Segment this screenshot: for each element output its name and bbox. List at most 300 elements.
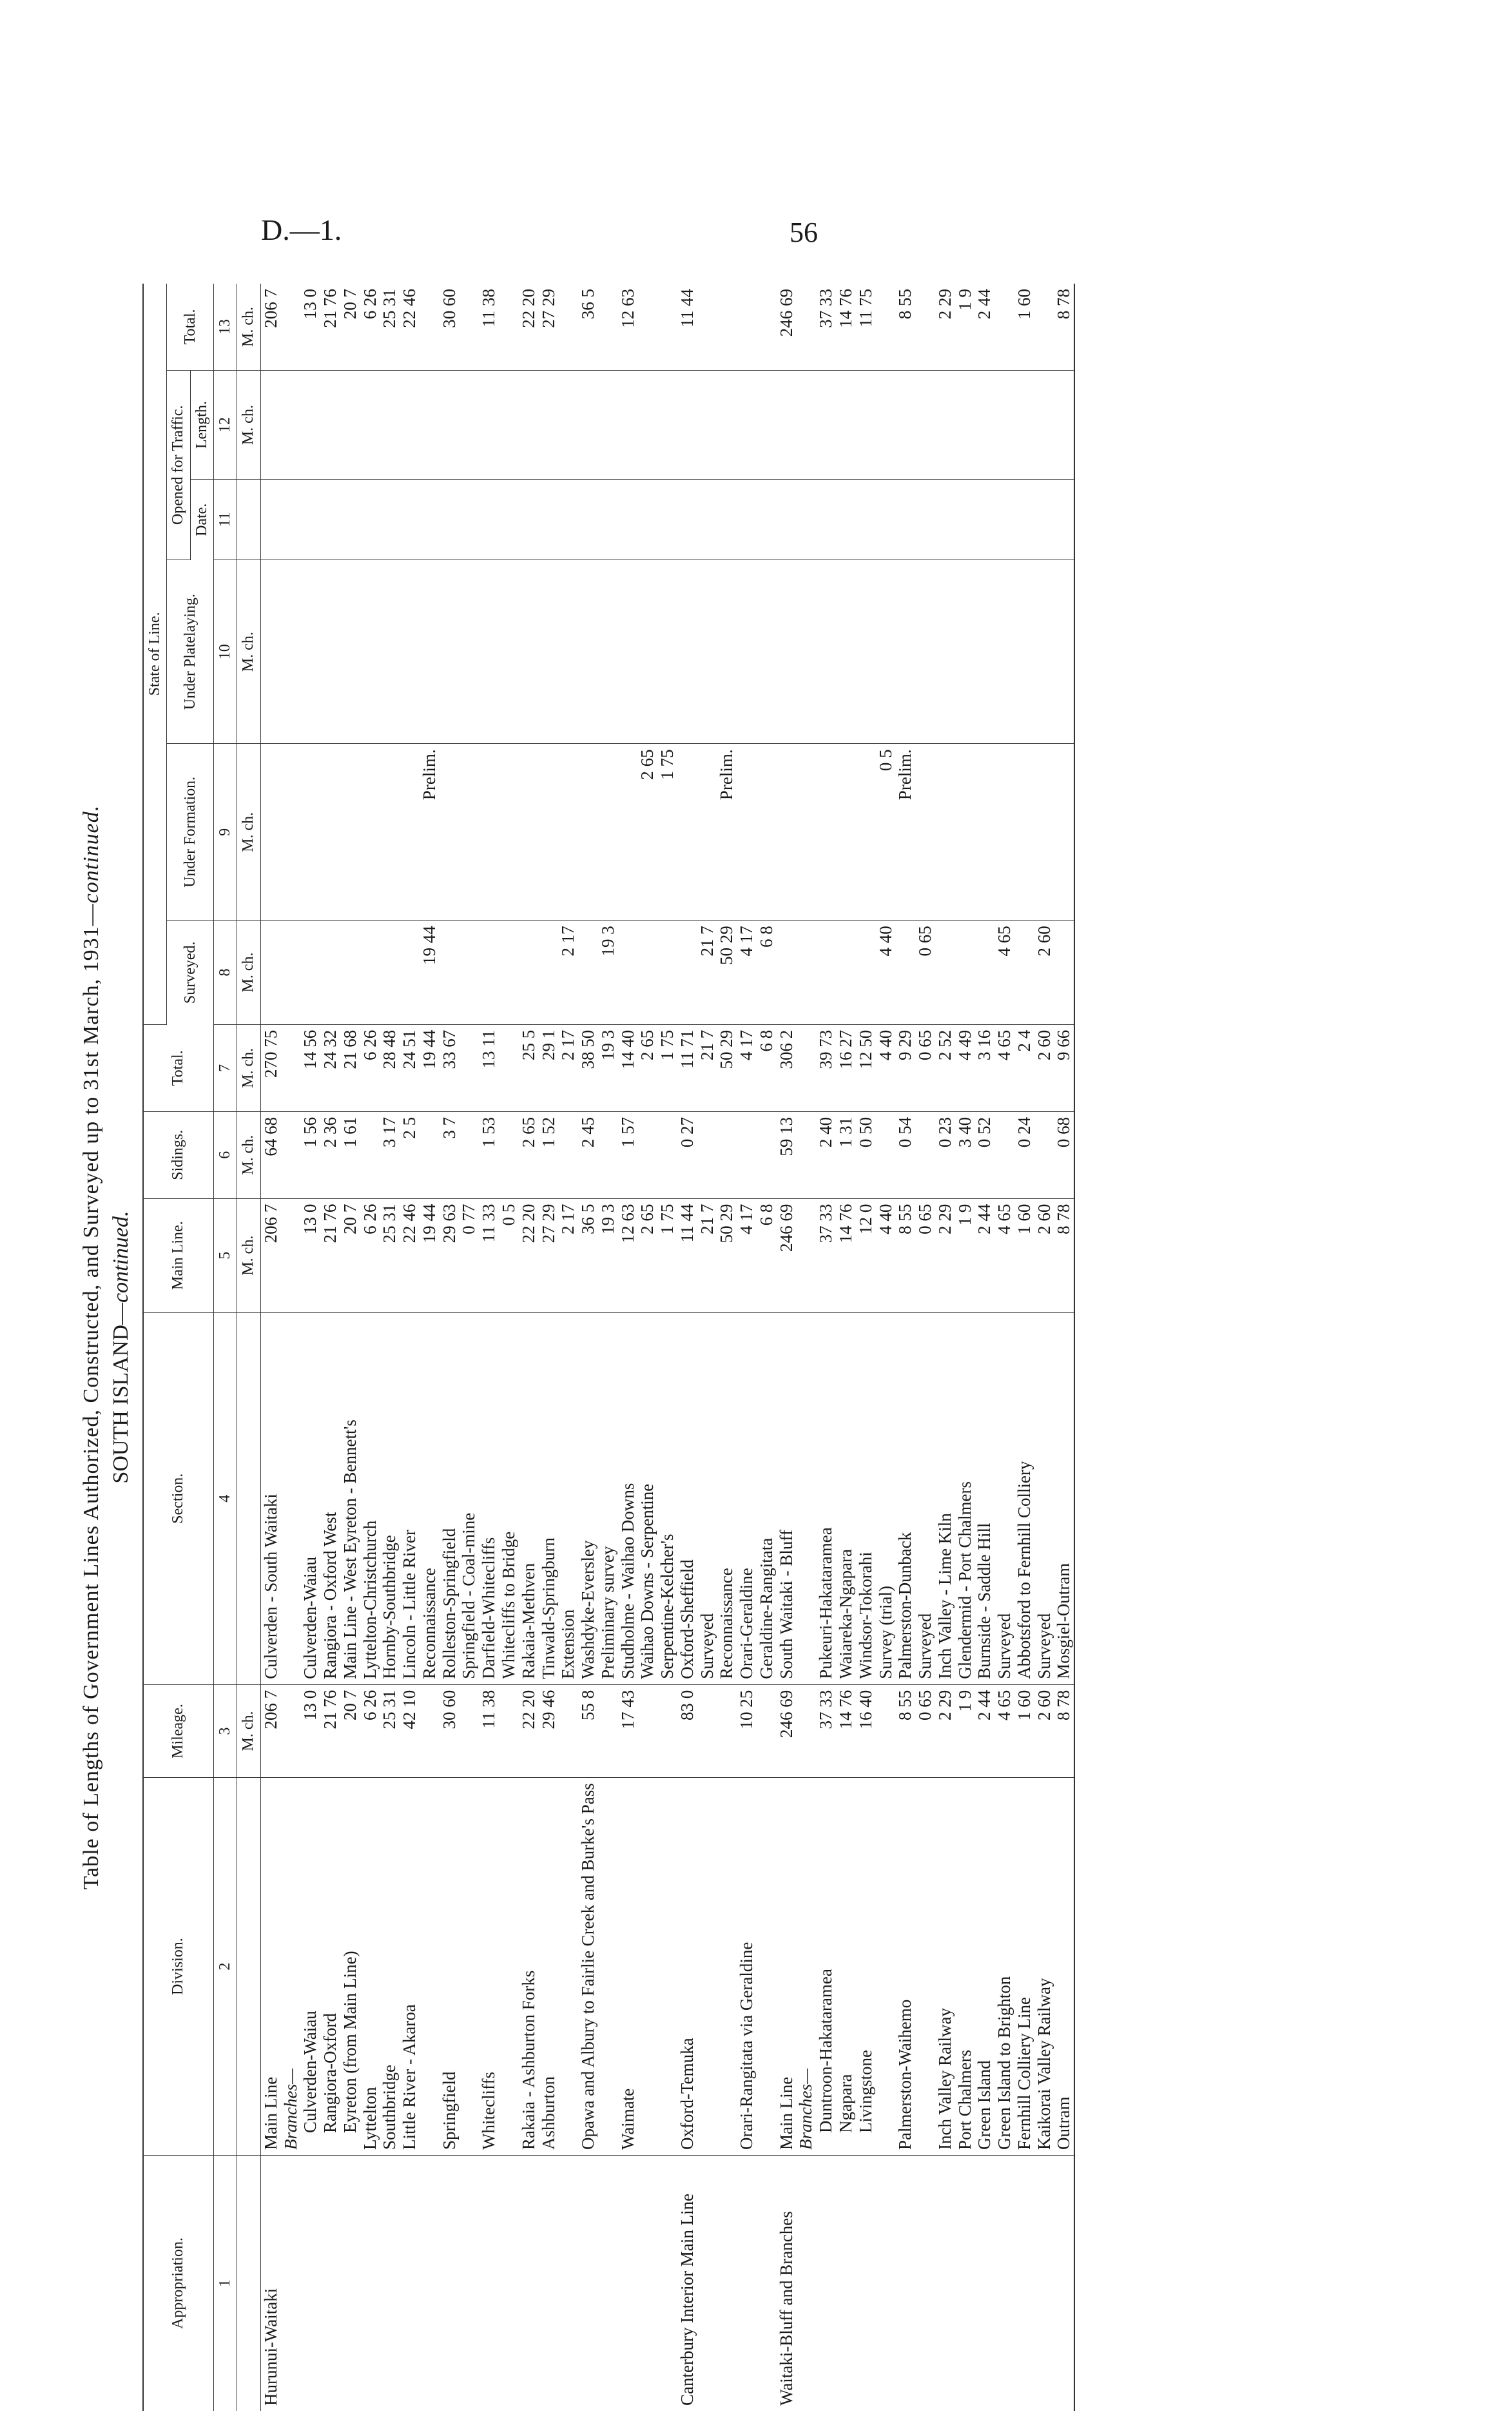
under-platelaying-cell xyxy=(935,560,955,744)
division-cell: Green Island to Brighton xyxy=(994,1778,1014,2156)
sidings-cell xyxy=(598,1111,618,1198)
total-2-cell xyxy=(598,284,618,370)
date-cell xyxy=(380,480,400,560)
col-total-2: Total. xyxy=(167,284,214,370)
main-line-cell: 2 44 xyxy=(974,1198,994,1312)
under-formation-cell: 2 65 xyxy=(637,744,657,921)
total-cell xyxy=(499,1024,519,1111)
under-platelaying-cell xyxy=(360,560,380,744)
surveyed-cell xyxy=(1014,921,1034,1025)
under-platelaying-cell xyxy=(300,560,320,744)
surveyed-cell xyxy=(281,921,301,1025)
length-cell xyxy=(1034,370,1054,480)
under-platelaying-cell xyxy=(578,560,598,744)
surveyed-cell xyxy=(816,921,836,1025)
appropriation-cell xyxy=(440,2156,460,2412)
date-cell xyxy=(558,480,578,560)
under-platelaying-cell xyxy=(440,560,460,744)
appropriation-cell xyxy=(974,2156,994,2412)
main-line-cell: 1 60 xyxy=(1014,1198,1034,1312)
length-cell xyxy=(499,370,519,480)
sidings-cell: 0 24 xyxy=(1014,1111,1034,1198)
sidings-cell: 3 7 xyxy=(440,1111,460,1198)
surveyed-cell xyxy=(479,921,499,1025)
appropriation-cell xyxy=(955,2156,975,2412)
table-row xyxy=(499,284,519,2411)
section-cell: Washdyke-Eversley xyxy=(578,1312,598,1684)
section-cell: Survey (trial) xyxy=(876,1312,896,1684)
date-cell xyxy=(1014,480,1034,560)
total-cell: 21 7 xyxy=(697,1024,717,1111)
date-cell xyxy=(876,480,896,560)
under-formation-cell: Prelim. xyxy=(717,744,737,921)
section-cell: Windsor-Tokorahi xyxy=(856,1312,876,1684)
date-cell xyxy=(440,480,460,560)
division-cell: Kaikorai Valley Railway xyxy=(1034,1778,1054,2156)
total-cell: 6 8 xyxy=(757,1024,777,1111)
date-cell xyxy=(340,480,360,560)
unit-label: M. ch. xyxy=(237,370,260,480)
mileage-cell: 20 7 xyxy=(340,1684,360,1778)
surveyed-cell: 0 65 xyxy=(915,921,935,1025)
length-cell xyxy=(915,370,935,480)
mileage-cell xyxy=(598,1684,618,1778)
main-line-cell: 4 65 xyxy=(994,1198,1014,1312)
date-cell xyxy=(539,480,559,560)
main-line-cell: 6 8 xyxy=(757,1198,777,1312)
total-2-cell: 22 46 xyxy=(400,284,420,370)
total-cell: 38 50 xyxy=(578,1024,598,1111)
mileage-cell xyxy=(876,1684,896,1778)
under-formation-cell: Prelim. xyxy=(895,744,915,921)
total-2-cell: 1 9 xyxy=(955,284,975,370)
mileage-cell: 4 65 xyxy=(994,1684,1014,1778)
appropriation-cell xyxy=(935,2156,955,2412)
under-platelaying-cell xyxy=(856,560,876,744)
surveyed-cell xyxy=(578,921,598,1025)
mileage-cell: 8 78 xyxy=(1054,1684,1074,1778)
under-formation-cell xyxy=(1034,744,1054,921)
length-cell xyxy=(1054,370,1074,480)
section-cell: Extension xyxy=(558,1312,578,1684)
section-cell: Surveyed xyxy=(697,1312,717,1684)
section-cell: Waihao Downs - Serpentine xyxy=(637,1312,657,1684)
surveyed-cell xyxy=(539,921,559,1025)
table-row xyxy=(598,284,618,2411)
mileage-cell: 2 44 xyxy=(974,1684,994,1778)
date-cell xyxy=(677,480,697,560)
date-cell xyxy=(300,480,320,560)
date-cell xyxy=(895,480,915,560)
total-2-cell xyxy=(657,284,677,370)
table-row xyxy=(796,284,816,2411)
under-platelaying-cell xyxy=(479,560,499,744)
under-platelaying-cell xyxy=(737,560,757,744)
length-cell xyxy=(657,370,677,480)
main-line-cell: 21 76 xyxy=(320,1198,340,1312)
under-formation-cell xyxy=(1054,744,1074,921)
total-cell: 21 68 xyxy=(340,1024,360,1111)
section-cell: Pukeuri-Hakataramea xyxy=(816,1312,836,1684)
total-cell xyxy=(281,1024,301,1111)
length-cell xyxy=(637,370,657,480)
under-platelaying-cell xyxy=(1014,560,1034,744)
division-cell: Culverden-Waiau xyxy=(300,1778,320,2156)
mileage-cell: 1 60 xyxy=(1014,1684,1034,1778)
under-formation-cell xyxy=(1014,744,1034,921)
total-2-cell: 21 76 xyxy=(320,284,340,370)
total-2-cell: 37 33 xyxy=(816,284,836,370)
mileage-cell xyxy=(637,1684,657,1778)
main-line-cell: 37 33 xyxy=(816,1198,836,1312)
total-cell: 19 3 xyxy=(598,1024,618,1111)
total-cell: 6 26 xyxy=(360,1024,380,1111)
table-row xyxy=(360,284,380,2411)
division-cell xyxy=(697,1778,717,2156)
total-cell: 2 60 xyxy=(1034,1024,1054,1111)
length-cell xyxy=(974,370,994,480)
section-cell: Burnside - Saddle Hill xyxy=(974,1312,994,1684)
under-platelaying-cell xyxy=(657,560,677,744)
total-2-cell xyxy=(637,284,657,370)
section-cell: South Waitaki - Bluff xyxy=(777,1312,797,1684)
table-row xyxy=(281,284,301,2411)
date-cell xyxy=(757,480,777,560)
main-line-cell: 11 44 xyxy=(677,1198,697,1312)
sidings-cell: 2 40 xyxy=(816,1111,836,1198)
surveyed-cell xyxy=(499,921,519,1025)
total-2-cell: 1 60 xyxy=(1014,284,1034,370)
main-line-cell: 19 3 xyxy=(598,1198,618,1312)
division-cell xyxy=(598,1778,618,2156)
surveyed-cell xyxy=(618,921,638,1025)
total-cell: 13 11 xyxy=(479,1024,499,1111)
under-formation-cell xyxy=(340,744,360,921)
main-line-cell: 13 0 xyxy=(300,1198,320,1312)
length-cell xyxy=(1014,370,1034,480)
surveyed-cell: 6 8 xyxy=(757,921,777,1025)
surveyed-cell xyxy=(260,921,280,1025)
appropriation-cell xyxy=(558,2156,578,2412)
sidings-cell: 3 40 xyxy=(955,1111,975,1198)
appropriation-cell xyxy=(519,2156,539,2412)
table-row xyxy=(400,284,420,2411)
table-row xyxy=(935,284,955,2411)
sidings-cell xyxy=(757,1111,777,1198)
col-under-platelaying: Under Platelaying. xyxy=(167,560,214,744)
total-2-cell: 8 78 xyxy=(1054,284,1074,370)
date-cell xyxy=(935,480,955,560)
sidings-cell: 3 17 xyxy=(380,1111,400,1198)
division-cell xyxy=(637,1778,657,2156)
under-formation-cell: 0 5 xyxy=(876,744,896,921)
surveyed-cell: 2 17 xyxy=(558,921,578,1025)
table-row xyxy=(1054,284,1074,2411)
total-2-cell: 11 75 xyxy=(856,284,876,370)
length-cell xyxy=(340,370,360,480)
column-number-row xyxy=(214,284,237,2411)
col-mileage: Mileage. xyxy=(143,1684,214,1778)
main-line-cell: 246 69 xyxy=(777,1198,797,1312)
total-2-cell: 20 7 xyxy=(340,284,360,370)
mileage-cell xyxy=(558,1684,578,1778)
total-cell: 2 4 xyxy=(1014,1024,1034,1111)
table-row xyxy=(260,284,280,2411)
length-cell xyxy=(479,370,499,480)
division-cell: Fernhill Colliery Line xyxy=(1014,1778,1034,2156)
total-2-cell xyxy=(717,284,737,370)
title-continued: continued. xyxy=(79,804,103,904)
length-cell xyxy=(816,370,836,480)
total-2-cell: 246 69 xyxy=(777,284,797,370)
appropriation-cell: Canterbury Interior Main Line xyxy=(677,2193,697,2406)
length-cell xyxy=(994,370,1014,480)
column-number: 4 xyxy=(214,1312,237,1684)
total-2-cell xyxy=(1034,284,1054,370)
under-formation-cell xyxy=(836,744,856,921)
surveyed-cell: 4 17 xyxy=(737,921,757,1025)
total-cell: 11 71 xyxy=(677,1024,697,1111)
division-cell: Rakaia - Ashburton Forks xyxy=(519,1778,539,2156)
main-line-cell: 11 33 xyxy=(479,1198,499,1312)
sidings-cell: 0 68 xyxy=(1054,1111,1074,1198)
total-2-cell xyxy=(915,284,935,370)
unit-blank xyxy=(237,480,260,560)
main-line-cell: 206 7 xyxy=(260,1198,280,1312)
surveyed-cell xyxy=(895,921,915,1025)
surveyed-cell xyxy=(657,921,677,1025)
total-cell: 2 65 xyxy=(637,1024,657,1111)
under-platelaying-cell xyxy=(1034,560,1054,744)
division-cell xyxy=(876,1778,896,2156)
appropriation-cell xyxy=(994,2156,1014,2412)
col-section: Section. xyxy=(143,1312,214,1684)
date-cell xyxy=(598,480,618,560)
unit-blank xyxy=(237,1778,260,2156)
surveyed-cell: 19 44 xyxy=(420,921,440,1025)
length-cell xyxy=(955,370,975,480)
section-cell: Surveyed xyxy=(915,1312,935,1684)
section-cell: Serpentine-Kelcher's xyxy=(657,1312,677,1684)
length-cell xyxy=(737,370,757,480)
lines-table xyxy=(142,284,1075,2411)
surveyed-cell xyxy=(974,921,994,1025)
appropriation-cell: Waitaki-Bluff and Branches xyxy=(776,2211,796,2406)
under-formation-cell xyxy=(816,744,836,921)
unit-blank xyxy=(237,1312,260,1684)
appropriation-cell xyxy=(459,2156,479,2412)
surveyed-cell xyxy=(440,921,460,1025)
under-formation-cell xyxy=(777,744,797,921)
total-2-cell xyxy=(281,284,301,370)
main-line-cell: 1 9 xyxy=(955,1198,975,1312)
date-cell xyxy=(816,480,836,560)
under-platelaying-cell xyxy=(974,560,994,744)
table-row xyxy=(1014,284,1034,2411)
table-row xyxy=(440,284,460,2411)
date-cell xyxy=(856,480,876,560)
total-2-cell: 13 0 xyxy=(300,284,320,370)
main-line-cell: 22 46 xyxy=(400,1198,420,1312)
page-number: 56 xyxy=(790,217,818,248)
division-cell: Main Line xyxy=(260,1778,280,2156)
surveyed-cell xyxy=(836,921,856,1025)
unit-label: M. ch. xyxy=(237,1198,260,1312)
length-cell xyxy=(320,370,340,480)
under-formation-cell xyxy=(856,744,876,921)
sidings-cell xyxy=(459,1111,479,1198)
surveyed-cell xyxy=(400,921,420,1025)
table-row xyxy=(618,284,638,2411)
column-number: 6 xyxy=(214,1111,237,1198)
appropriation-cell xyxy=(657,2156,677,2412)
unit-label: M. ch. xyxy=(237,1024,260,1111)
sidings-cell xyxy=(281,1111,301,1198)
table-row xyxy=(519,284,539,2411)
division-cell: Orari-Rangitata via Geraldine xyxy=(737,1778,757,2156)
sidings-cell: 1 56 xyxy=(300,1111,320,1198)
table-row xyxy=(777,284,797,2411)
appropriation-cell xyxy=(915,2156,935,2412)
mileage-cell xyxy=(796,1684,816,1778)
appropriation-cell xyxy=(836,2156,856,2412)
under-platelaying-cell xyxy=(697,560,717,744)
column-number: 10 xyxy=(214,560,237,744)
appropriation-cell xyxy=(380,2156,400,2412)
surveyed-cell: 19 3 xyxy=(598,921,618,1025)
division-cell xyxy=(717,1778,737,2156)
main-line-cell: 6 26 xyxy=(360,1198,380,1312)
under-platelaying-cell xyxy=(895,560,915,744)
division-cell: Inch Valley Railway xyxy=(935,1778,955,2156)
date-cell xyxy=(697,480,717,560)
main-line-cell: 1 75 xyxy=(657,1198,677,1312)
under-formation-cell xyxy=(260,744,280,921)
length-cell xyxy=(677,370,697,480)
total-cell: 25 5 xyxy=(519,1024,539,1111)
total-2-cell: 30 60 xyxy=(440,284,460,370)
surveyed-cell xyxy=(935,921,955,1025)
mileage-cell: 8 55 xyxy=(895,1684,915,1778)
total-2-cell xyxy=(420,284,440,370)
division-cell: Ashburton xyxy=(539,1778,559,2156)
subtitle-continued: continued. xyxy=(109,1211,133,1303)
main-line-cell: 12 0 xyxy=(856,1198,876,1312)
division-cell: Springfield xyxy=(440,1778,460,2156)
total-2-cell: 2 44 xyxy=(974,284,994,370)
section-cell: Tinwald-Springburn xyxy=(539,1312,559,1684)
total-cell: 2 52 xyxy=(935,1024,955,1111)
sidings-cell: 1 57 xyxy=(618,1111,638,1198)
surveyed-cell xyxy=(459,921,479,1025)
section-cell: Hornby-Southbridge xyxy=(380,1312,400,1684)
main-line-cell: 21 7 xyxy=(697,1198,717,1312)
under-platelaying-cell xyxy=(816,560,836,744)
title-text: Table of Lengths of Government Lines Authorized, Constructed, and Surveyed up to 31st March, 1931— xyxy=(79,903,103,1890)
date-cell xyxy=(836,480,856,560)
date-cell xyxy=(281,480,301,560)
division-cell: Waimate xyxy=(618,1778,638,2156)
mileage-cell: 206 7 xyxy=(260,1684,280,1778)
division-cell: Eyreton (from Main Line) xyxy=(340,1778,360,2156)
table-row xyxy=(539,284,559,2411)
division-cell: Branches— xyxy=(281,1778,301,2156)
sidings-cell xyxy=(499,1111,519,1198)
appropriation-cell xyxy=(796,2156,816,2412)
section-cell: Rangiora - Oxford West xyxy=(320,1312,340,1684)
under-platelaying-cell xyxy=(796,560,816,744)
length-cell xyxy=(400,370,420,480)
col-division: Division. xyxy=(143,1778,214,2156)
column-number: 12 xyxy=(214,370,237,480)
date-cell xyxy=(360,480,380,560)
total-cell: 3 16 xyxy=(974,1024,994,1111)
under-formation-cell xyxy=(539,744,559,921)
section-cell xyxy=(281,1312,301,1684)
sidings-cell xyxy=(915,1111,935,1198)
section-cell: Darfield-Whitecliffs xyxy=(479,1312,499,1684)
total-2-cell: 6 26 xyxy=(360,284,380,370)
date-cell xyxy=(320,480,340,560)
table-row xyxy=(836,284,856,2411)
appropriation-cell xyxy=(876,2156,896,2412)
total-cell: 39 73 xyxy=(816,1024,836,1111)
sidings-cell xyxy=(717,1111,737,1198)
col-date: Date. xyxy=(190,480,213,560)
table-row xyxy=(380,284,400,2411)
unit-label: M. ch. xyxy=(237,744,260,921)
under-formation-cell xyxy=(281,744,301,921)
appropriation-cell xyxy=(578,2156,598,2412)
length-cell xyxy=(360,370,380,480)
sidings-cell: 2 45 xyxy=(578,1111,598,1198)
sidings-cell: 1 53 xyxy=(479,1111,499,1198)
date-cell xyxy=(578,480,598,560)
appropriation-cell xyxy=(1014,2156,1034,2412)
mileage-cell: 2 29 xyxy=(935,1684,955,1778)
total-2-cell: 14 76 xyxy=(836,284,856,370)
appropriation-cell xyxy=(1054,2156,1074,2412)
under-platelaying-cell xyxy=(915,560,935,744)
date-cell xyxy=(479,480,499,560)
main-line-cell: 0 65 xyxy=(915,1198,935,1312)
mileage-cell: 83 0 xyxy=(677,1684,697,1778)
appropriation-cell xyxy=(320,2156,340,2412)
main-line-cell: 4 40 xyxy=(876,1198,896,1312)
mileage-cell: 30 60 xyxy=(440,1684,460,1778)
table-row xyxy=(340,284,360,2411)
surveyed-cell: 4 40 xyxy=(876,921,896,1025)
total-cell: 19 44 xyxy=(420,1024,440,1111)
length-cell xyxy=(598,370,618,480)
total-2-cell: 2 29 xyxy=(935,284,955,370)
mileage-cell xyxy=(757,1684,777,1778)
under-platelaying-cell xyxy=(558,560,578,744)
table-subtitle xyxy=(109,284,133,2411)
sidings-cell: 64 68 xyxy=(260,1111,280,1198)
division-cell xyxy=(757,1778,777,2156)
under-platelaying-cell xyxy=(420,560,440,744)
length-cell xyxy=(697,370,717,480)
appropriation-cell xyxy=(618,2156,638,2412)
main-line-cell: 2 17 xyxy=(558,1198,578,1312)
length-cell xyxy=(717,370,737,480)
under-formation-cell xyxy=(974,744,994,921)
date-cell xyxy=(420,480,440,560)
under-platelaying-cell xyxy=(260,560,280,744)
total-2-cell xyxy=(876,284,896,370)
total-cell: 33 67 xyxy=(440,1024,460,1111)
